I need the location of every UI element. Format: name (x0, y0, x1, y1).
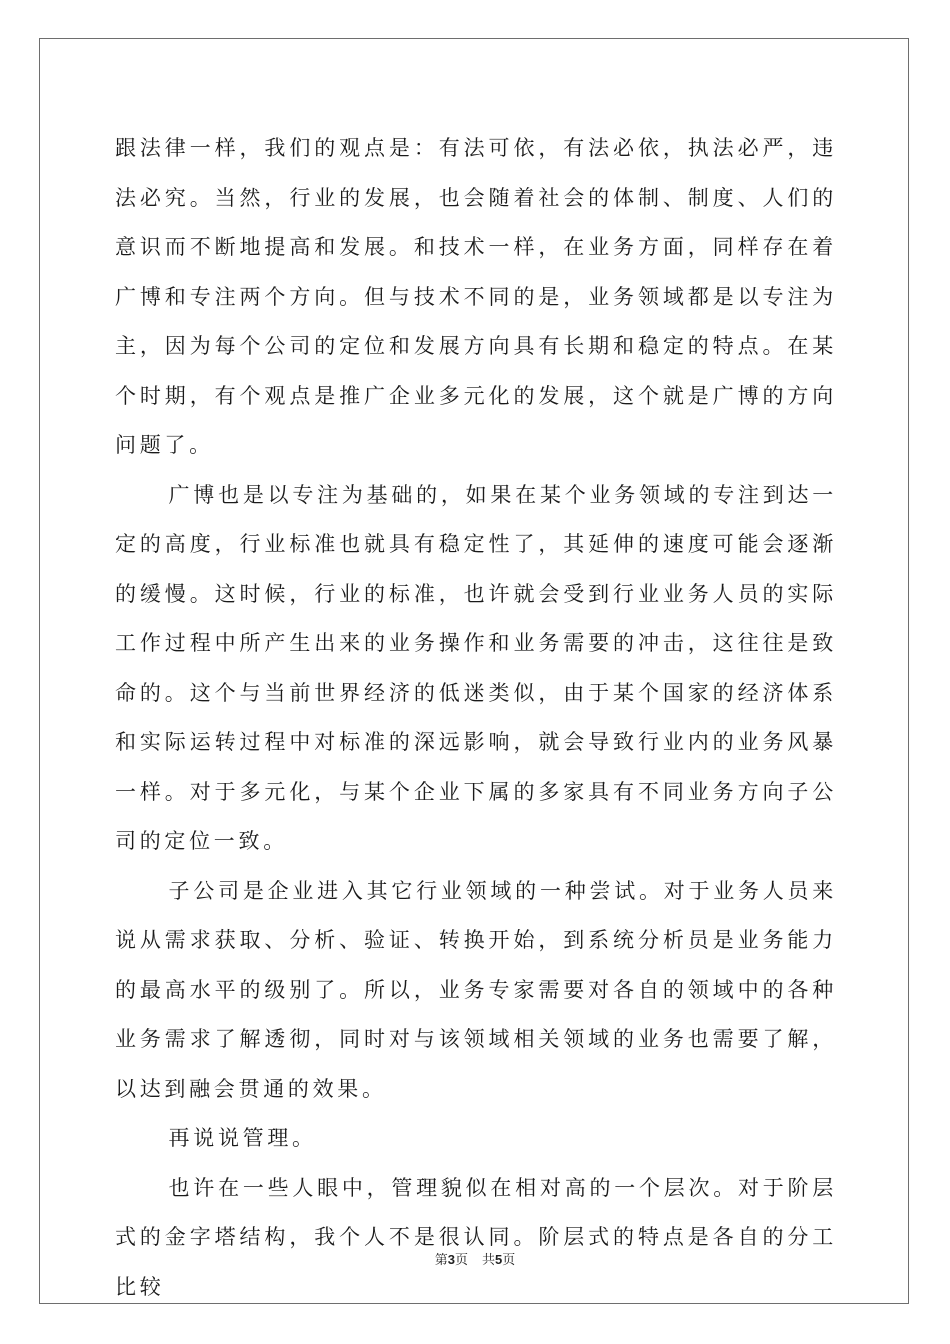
total-suffix: 页 (502, 1253, 516, 1268)
paragraph-5: 也许在一些人眼中，管理貌似在相对高的一个层次。对于阶层式的金字塔结构，我个人不是很认同。阶层式的特点是各自的分工比较 (115, 1175, 837, 1299)
page-suffix: 页 (454, 1253, 468, 1268)
paragraph-3: 子公司是企业进入其它行业领域的一种尝试。对于业务人员来说从需求获取、分析、验证、转换开始，到系统分析员是业务能力的最高水平的级别了。所以，业务专家需要对各自的领域中的各种业务需求了解透彻，同时对与该领域相关领域的业务也需要了解，以达到融会贯通的效果。 (115, 878, 837, 1101)
paragraph-1: 跟法律一样，我们的观点是：有法可依，有法必依，执法必严，违法必究。当然，行业的发展，也会随着社会的体制、制度、人们的意识而不断地提高和发展。和技术一样，在业务方面，同样存在着广博和专注两个方向。但与技术不同的是，业务领域都是以专注为主，因为每个公司的定位和发展方向具有长期和稳定的特点。在某个时期，有个观点是推广企业多元化的发展，这个就是广博的方向问题了。 (115, 136, 837, 457)
page-number: 3 (447, 1252, 455, 1267)
total-pages: 5 (495, 1252, 503, 1267)
page-prefix: 第 (434, 1253, 448, 1268)
document-body (115, 124, 837, 1312)
page-footer (0, 1249, 950, 1268)
paragraph-4: 再说说管理。 (168, 1126, 317, 1150)
paragraph-2: 广博也是以专注为基础的，如果在某个业务领域的专注到达一定的高度，行业标准也就具有稳定性了，其延伸的速度可能会逐渐的缓慢。这时候，行业的标准，也许就会受到行业业务人员的实际工作过程中所产生出来的业务操作和业务需要的冲击，这往往是致命的。这个与当前世界经济的低迷类似，由于某个国家的经济体系和实际运转过程中对标准的深远影响，就会导致行业内的业务风暴一样。对于多元化，与某个企业下属的多家具有不同业务方向子公司的定位一致。 (115, 482, 837, 853)
total-prefix: 共 (482, 1253, 496, 1268)
